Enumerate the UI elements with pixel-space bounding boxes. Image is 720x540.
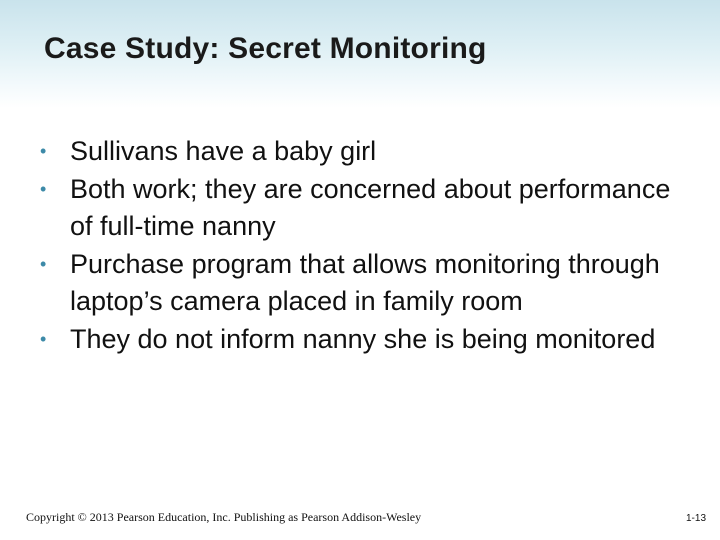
copyright-footer: Copyright © 2013 Pearson Education, Inc. Publishing as Pearson Addison-Wesley <box>26 510 422 524</box>
page-number: 1-13 <box>685 513 706 524</box>
bullet-item <box>40 133 680 170</box>
bullet-icon: • <box>40 179 47 199</box>
bullet-text: Purchase program that allows monitoring through laptop’s camera placed in family room <box>70 249 660 316</box>
bullet-text: Both work; they are concerned about performance of full-time nanny <box>70 174 671 241</box>
bullet-item <box>40 246 680 320</box>
bullet-item <box>40 321 680 358</box>
bullet-icon: • <box>40 254 47 274</box>
bullet-item <box>40 171 680 245</box>
bullet-icon: • <box>40 329 47 349</box>
bullet-icon: • <box>40 141 47 161</box>
bullet-text: They do not inform nanny she is being monitored <box>70 324 656 354</box>
bullet-list <box>40 133 680 359</box>
slide-title: Case Study: Secret Monitoring <box>44 32 487 65</box>
bullet-text: Sullivans have a baby girl <box>70 136 377 166</box>
